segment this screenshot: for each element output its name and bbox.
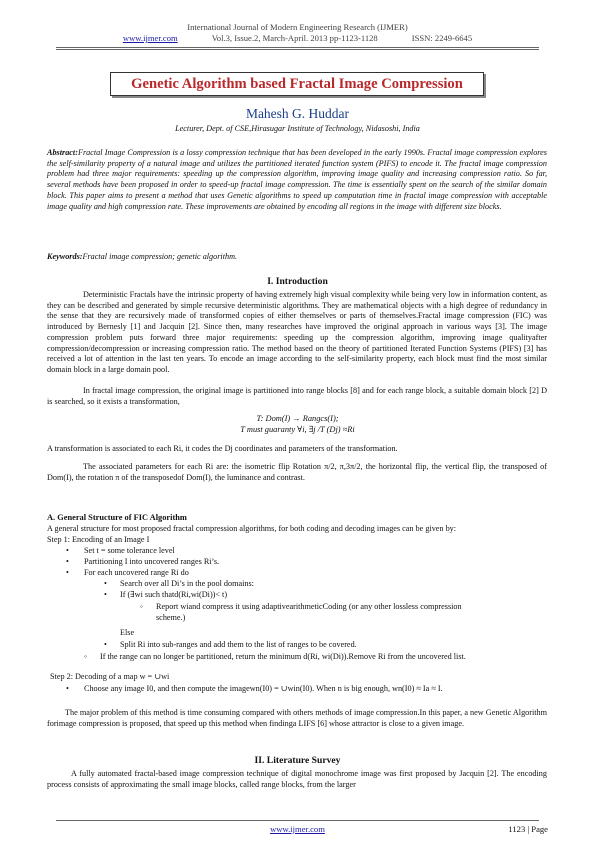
- header-rule: [56, 47, 539, 48]
- abstract-label: Abstract:: [47, 148, 78, 157]
- page-number: 1123 | Page: [508, 824, 548, 834]
- bullet-icon: •: [66, 546, 69, 555]
- header-rule-2: [56, 49, 539, 50]
- intro-paragraph-3: A transformation is associated to each Ri, it codes the Dj coordinates and parameters of the transformation.: [47, 444, 398, 453]
- title-box: [110, 72, 484, 96]
- list-item: Partitioning I into uncovered ranges Ri’s.: [84, 557, 220, 566]
- bullet-icon: •: [104, 579, 107, 588]
- abstract: [47, 148, 547, 212]
- intro-paragraph-4: The associated parameters for each Ri are: the isometric flip Rotation π/2, π,3π/2, the horizontal flip, the vertical flip, the transposed of Dom(I), the rotation π of the transposedof Dom(I), the luminance and contrast.: [47, 462, 547, 482]
- list-item: If (∃wi such thatd(Ri,wi(Di))< t): [120, 590, 228, 599]
- paper-title: Genetic Algorithm based Fractal Image Compression: [131, 76, 463, 92]
- abstract-text: Fractal Image Compression is a lossy compression technique that has been developed in the early 1990s. Fractal image compression explores the self-similarity property of a natural image and utilizes the partitioned iterated function system (PIFS) to encode it. The fractal image compression problem had three major requirements: speeding up the compression algorithm, improving image quality and increasing compression ratio. So far, several methods have been proposed in order to speed-up fractal image compression. The time is essentially spent on the search of the similar domain block. This paper aims to present a method that uses Genetic algorithms to speed up computation time in fractal image compression with acceptable image quality and high compression rate. These improvements are obtained by encoding all regions in the image with different size blocks.: [47, 148, 547, 211]
- step-2-label: Step 2: Decoding of a map w = ∪wi: [50, 672, 170, 681]
- list-item: Choose any image I0, and then compute the imagewn(I0) = ∪win(I0). When n is big enough, wn(I0) ≈ Ia ≈ I.: [84, 684, 443, 693]
- bullet-icon: •: [104, 640, 107, 649]
- circle-bullet-icon: ◦: [140, 602, 143, 611]
- journal-header: [0, 22, 595, 44]
- intro-paragraph-2: In fractal image compression, the original image is partitioned into range blocks [8] and for each range block, a suitable domain block [2] D is searched, so it exists a transformation,: [47, 386, 547, 406]
- list-item: Split Ri into sub-ranges and add them to the list of ranges to be covered.: [120, 640, 357, 649]
- footer-website-link[interactable]: www.ijmer.com: [270, 824, 325, 834]
- list-item-else: Else: [120, 628, 135, 637]
- section-heading-introduction: I. Introduction: [267, 276, 328, 287]
- journal-name: International Journal of Modern Engineering Research (IJMER): [187, 22, 408, 32]
- bullet-icon: •: [66, 557, 69, 566]
- list-item: Report wiand compress it using adaptivearithmeticCoding (or any other lossless compression: [156, 602, 462, 611]
- bullet-icon: •: [66, 684, 69, 693]
- keywords-text: Fractal image compression; genetic algorithm.: [82, 252, 238, 261]
- footer-rule: [56, 820, 539, 821]
- bullet-icon: •: [66, 568, 69, 577]
- volume-info: Vol.3, Issue.2, March-April. 2013 pp-1123-1128: [211, 33, 378, 43]
- formula-guaranty: T must guaranty ∀i, ∃j /T (Dj) ≈Ri: [240, 425, 355, 434]
- literature-paragraph: A fully automated fractal-based image compression technique of digital monochrome image was first proposed by Jacquin [2]. The encoding process consists of approximating the small image blocks, called range blocks, from the larger: [47, 769, 547, 789]
- list-item: If the range can no longer be partitioned, return the minimum d(Ri, wi(Di)).Remove Ri from the uncovered list.: [100, 652, 466, 661]
- keywords: [47, 252, 547, 263]
- bullet-icon: •: [104, 590, 107, 599]
- circle-bullet-icon: ◦: [84, 652, 87, 661]
- fic-conclusion-paragraph: The major problem of this method is time consuming compared with others methods of image compression.In this paper, a new Genetic Algorithm forimage compression is proposed, that speed up this method when findinga LIFS [6] whose attractor is close to a given image.: [47, 708, 547, 728]
- list-item: For each uncovered range Ri do: [84, 568, 189, 577]
- list-item: Search over all Di’s in the pool domains:: [120, 579, 254, 588]
- step-1-label: Step 1: Encoding of an Image I: [47, 535, 150, 544]
- author-name: Mahesh G. Huddar: [245, 106, 350, 121]
- fic-intro: A general structure for most proposed fractal compression algorithms, for both coding and decoding images can be given by:: [47, 524, 457, 533]
- keywords-label: Keywords:: [47, 252, 83, 261]
- list-item: Set t = some tolerance level: [84, 546, 175, 555]
- intro-paragraph-1: Deterministic Fractals have the intrinsic property of having extremely high visual complexity while being very low in information content, as they can be described and generated by simple recursive deterministic algorithms. They are mathematical objects with a high degree of redundancy in the sense that they are recursively made of transformed copies of either themselves or parts of themselves.Fractal image compression (FIC) was introduced by Bernesly [1] and Jacquin [2]. Since then, many researches have improved the original approach in various ways [3]. The image compression problem puts forward three major requirements: speeding up the compression algorithm, improving image qualityafter compression/decompression or increasing compression ratio. The method based on the theory of partitioned Iterated Function Systems (PIFS) [3] has received a lot of attention in the last ten years. To encode an image according to the self-similarity property, each block must find the most similar domain block in a large domain pool.: [47, 290, 547, 374]
- formula-transformation: T: Dom(I) → Rangcs(I);: [256, 414, 339, 423]
- subsection-heading-fic: A. General Structure of FIC Algorithm: [47, 513, 187, 522]
- section-heading-literature-survey: II. Literature Survey: [254, 755, 341, 766]
- author-affiliation: Lecturer, Dept. of CSE,Hirasugar Institute of Technology, Nidasoshi, India: [175, 124, 420, 133]
- issn: ISSN: 2249-6645: [411, 33, 473, 43]
- journal-website-link[interactable]: www.ijmer.com: [122, 33, 178, 43]
- list-item: scheme.): [156, 613, 186, 622]
